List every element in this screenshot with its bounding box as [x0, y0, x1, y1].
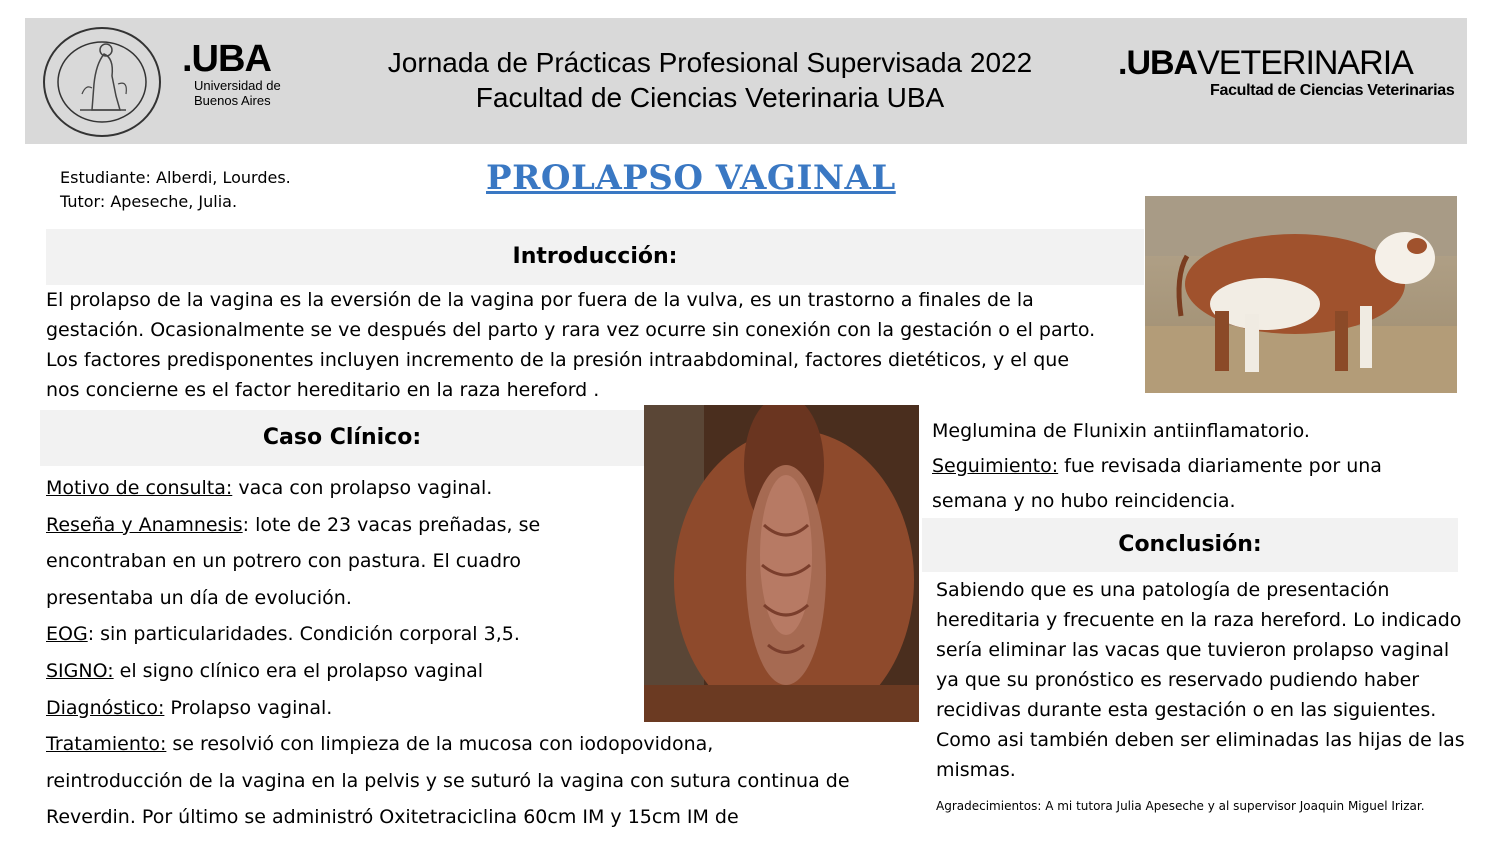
- resena-text3: presentaba un día de evolución.: [46, 586, 352, 609]
- seguimiento-line: [932, 449, 1472, 484]
- tratamiento-text2: reintroducción de la vagina en la pelvis y se suturó la vagina con sutura continua de: [46, 769, 850, 792]
- tratamiento-continuation-text: Meglumina de Flunixin antiinflamatorio.: [932, 420, 1310, 442]
- vet-logo-subtitle: Facultad de Ciencias Veterinarias: [1210, 82, 1455, 99]
- intro-text: El prolapso de la vagina es la eversión de la vagina por fuera de la vulva, es un trastorno a finales de la gestación. Ocasionalmente se ve después del parto y rara vez ocurre sin conexión con la gestación o el parto. Los factores predisponentes incluyen incremento de la presión intraabdominal, factores dietéticos, y el que nos concierne es el factor hereditario en la raza hereford .: [46, 289, 1096, 401]
- hereford-cow-photo: [1145, 196, 1457, 393]
- uba-logo-mark: .UBA: [182, 38, 271, 80]
- university-seal-logo: [40, 24, 164, 140]
- conclusion-heading: Conclusión:: [922, 518, 1458, 572]
- acknowledgements: Agradecimientos: A mi tutora Julia Apeseche y al supervisor Joaquin Miguel Irizar.: [936, 799, 1425, 813]
- resena-text1: : lote de 23 vacas preñadas, se: [242, 513, 541, 536]
- uba-logo-line1: Universidad de: [194, 78, 281, 93]
- seguimiento-label: Seguimiento:: [932, 455, 1059, 477]
- caso-heading: Caso Clínico:: [40, 410, 644, 466]
- diagnostico-label: Diagnóstico:: [46, 696, 165, 719]
- intro-heading: Introducción:: [46, 229, 1144, 285]
- seguimiento-text2: semana y no hubo reincidencia.: [932, 490, 1236, 512]
- eog-text: : sin particularidades. Condición corporal 3,5.: [87, 623, 520, 646]
- signo-text: el signo clínico era el prolapso vaginal: [113, 659, 484, 682]
- uba-veterinaria-logo: [1118, 44, 1468, 100]
- uba-logo-line2: Buenos Aires: [194, 93, 271, 108]
- diagnostico-text: Prolapso vaginal.: [164, 696, 333, 719]
- poster-title: PROLAPSO VAGINAL: [486, 158, 896, 198]
- eog-label: EOG: [46, 623, 88, 646]
- motivo-label: Motivo de consulta:: [46, 477, 233, 499]
- uba-logo: [182, 40, 312, 120]
- header-title: [330, 45, 1090, 115]
- resena-label: Reseña y Anamnesis: [46, 513, 243, 536]
- motivo-text: vaca con prolapso vaginal.: [232, 477, 493, 499]
- signo-label: SIGNO:: [46, 659, 114, 682]
- seguimiento-text1: fue revisada diariamente por una: [1058, 455, 1382, 477]
- tratamiento-line: [46, 726, 906, 763]
- student-name: Estudiante: Alberdi, Lourdes.: [60, 168, 291, 187]
- vet-logo-mark-bold: .UBA: [1118, 44, 1198, 82]
- tratamiento-text3: Reverdin. Por último se administró Oxitetraciclina 60cm IM y 15cm IM de: [46, 806, 739, 829]
- vet-logo-mark-light: VETERINARIA: [1197, 44, 1413, 82]
- tratamiento-text1: se resolvió con limpieza de la mucosa con iodopovidona,: [166, 733, 714, 756]
- vaginal-prolapse-photo: [644, 405, 919, 722]
- tratamiento-label: Tratamiento:: [46, 733, 167, 756]
- tratamiento-continuation: [932, 414, 1472, 519]
- author-info: [60, 166, 291, 214]
- tutor-name: Tutor: Apeseche, Julia.: [60, 192, 238, 211]
- conclusion-text: Sabiendo que es una patología de presentación hereditaria y frecuente en la raza hereford. Lo indicado sería eliminar las vacas que tuvieron prolapso vaginal ya que su pronóstico es reservado pudiendo haber recidivas durante esta gestación o en las siguientes. Como asi también deben ser eliminadas las hijas de las mismas.: [936, 579, 1465, 781]
- header-title-line1: Jornada de Prácticas Profesional Supervisada 2022: [387, 47, 1033, 78]
- header-title-line2: Facultad de Ciencias Veterinaria UBA: [475, 82, 945, 113]
- resena-text2: encontraban en un potrero con pastura. El cuadro: [46, 550, 522, 573]
